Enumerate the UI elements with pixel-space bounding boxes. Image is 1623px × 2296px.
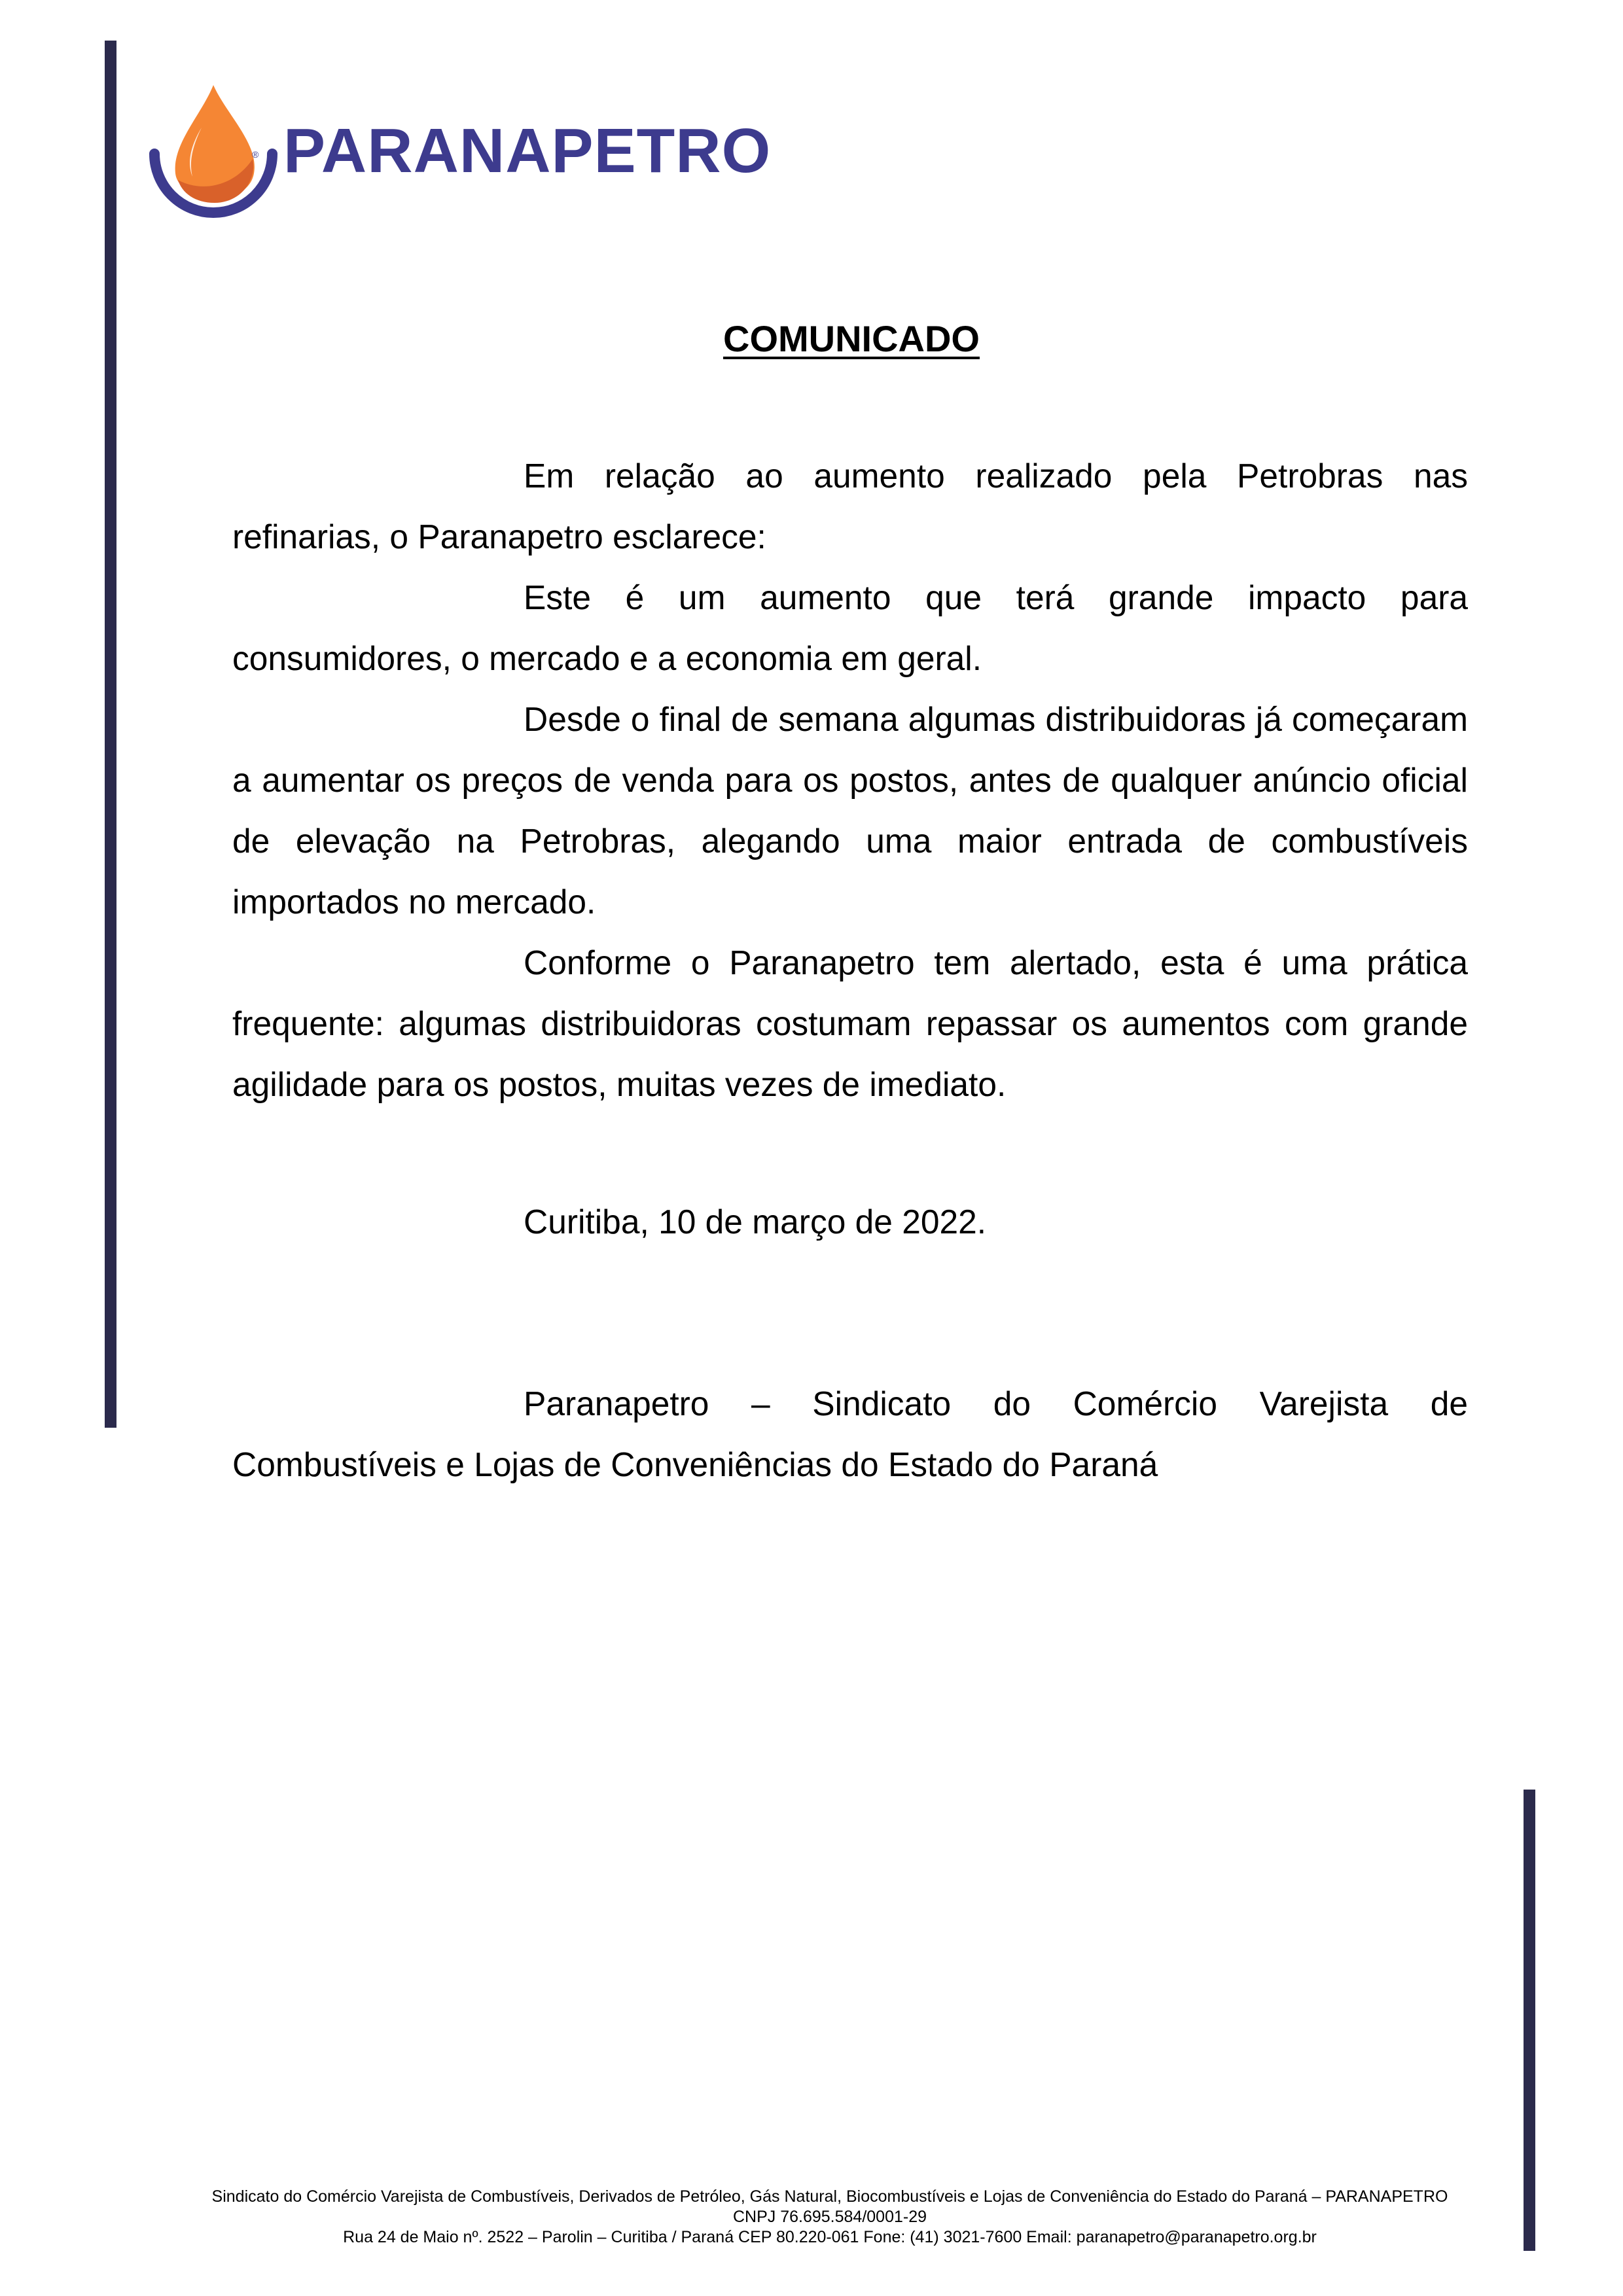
paranapetro-logo <box>149 82 771 226</box>
left-accent-bar <box>105 41 116 1428</box>
footer-organization: Sindicato do Comércio Varejista de Combustíveis, Derivados de Petróleo, Gás Natural, Biocombustíveis e Lojas de Conveniência do Estado do Paraná – PARANAPETRO <box>211 2187 1448 2206</box>
document-body <box>232 446 1468 1115</box>
right-accent-bar <box>1524 1790 1535 2251</box>
footer-address-contact: Rua 24 de Maio nº. 2522 – Parolin – Curitiba / Paraná CEP 80.220-061 Fone: (41) 3021-7600 Email: paranapetro@paranapetro.org.br <box>343 2228 1317 2246</box>
paragraph-2: Este é um aumento que terá grande impacto para consumidores, o mercado e a economia em geral. <box>232 578 1468 677</box>
oil-drop-logo-icon <box>149 82 280 226</box>
page-footer <box>118 2187 1542 2248</box>
paragraph-4: Conforme o Paranapetro tem alertado, esta é uma prática frequente: algumas distribuidoras costumam repassar os aumentos com grande agilidade para os postos, muitas vezes de imediato. <box>232 944 1468 1103</box>
paragraph-3: Desde o final de semana algumas distribuidoras já começaram a aumentar os preços de venda para os postos, antes de qualquer anúncio oficial de elevação na Petrobras, alegando uma maior entrada de combustíveis importados no mercado. <box>232 700 1468 921</box>
page-title: COMUNICADO <box>723 318 980 359</box>
signature-text: Paranapetro – Sindicato do Comércio Varejista de Combustíveis e Lojas de Conveniências do Estado do Paraná <box>232 1385 1468 1483</box>
registered-mark: ® <box>252 149 259 160</box>
logo-wordmark: PARANAPETRO <box>283 116 772 186</box>
footer-cnpj: CNPJ 76.695.584/0001-29 <box>732 2208 927 2226</box>
signature-block <box>232 1373 1468 1495</box>
paragraph-1: Em relação ao aumento realizado pela Petrobras nas refinarias, o Paranapetro esclarece: <box>232 457 1468 556</box>
date-line: Curitiba, 10 de março de 2022. <box>524 1203 987 1241</box>
